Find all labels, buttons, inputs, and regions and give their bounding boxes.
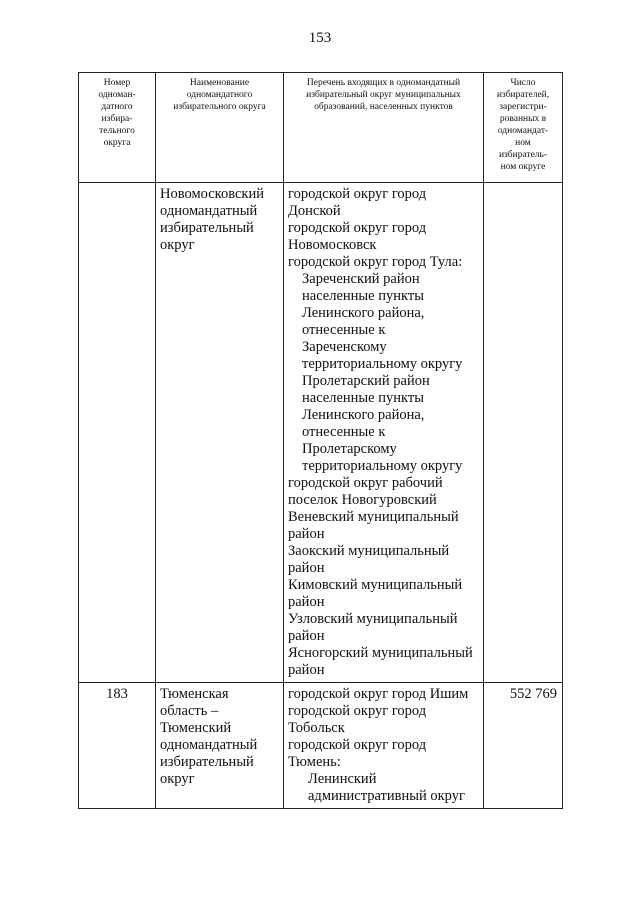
- district-name-line: избирательный: [160, 220, 254, 236]
- header-line: Перечень входящих в одномандатный: [306, 78, 461, 88]
- header-line: избирательный округ муниципальных: [306, 90, 461, 100]
- municipality-line: Зареченский район: [302, 271, 420, 287]
- district-name-line: избирательный: [160, 754, 254, 770]
- municipality-line: городской округ город Ишим: [288, 686, 469, 702]
- header-district-number: [79, 73, 156, 183]
- header-line: зарегистри-: [499, 102, 547, 112]
- district-name-line: округ: [160, 237, 195, 253]
- header-voter-count: [484, 73, 563, 183]
- header-line: датного: [101, 102, 133, 112]
- municipalities-list: [284, 183, 484, 683]
- municipality-line: Узловский муниципальный: [288, 611, 458, 627]
- municipality-line: Пролетарский район: [302, 373, 430, 389]
- municipality-line: городской округ город Тула:: [288, 254, 463, 270]
- municipality-line: территориальному округу: [302, 458, 463, 474]
- municipality-line: район: [288, 594, 325, 610]
- municipality-line: Ленинского района,: [302, 407, 425, 423]
- header-line: избиратель-: [498, 150, 548, 160]
- municipality-line: Донской: [288, 203, 341, 219]
- municipality-line: Веневский муниципальный: [288, 509, 459, 525]
- table-header-row: [79, 73, 563, 183]
- municipality-line: Ленинский: [308, 771, 377, 787]
- header-line: избирателей,: [496, 90, 550, 100]
- page-number: 153: [308, 30, 332, 46]
- municipality-line: район: [288, 662, 325, 678]
- municipality-line: поселок Новогуровский: [288, 492, 437, 508]
- municipality-line: административный округ: [308, 788, 465, 804]
- header-line: округа: [103, 138, 131, 148]
- municipality-line: Новомосковск: [288, 237, 377, 253]
- header-line: тельного: [99, 126, 135, 136]
- district-name-line: область –: [160, 703, 219, 719]
- municipality-line: Тюмень:: [288, 754, 341, 770]
- district-number: 183: [79, 683, 156, 809]
- header-line: рованных в: [499, 114, 547, 124]
- municipality-line: отнесенные к: [302, 322, 386, 338]
- district-name: [156, 183, 284, 683]
- district-name-line: Тюменская: [160, 686, 229, 702]
- municipality-line: район: [288, 628, 325, 644]
- header-line: ном округе: [500, 162, 546, 172]
- header-line: избирательного округа: [173, 102, 266, 112]
- header-line: Номер: [103, 78, 131, 88]
- header-line: ном: [515, 138, 531, 148]
- municipality-line: населенные пункты: [302, 288, 424, 304]
- municipality-line: Пролетарскому: [302, 441, 397, 457]
- table-row: [79, 683, 563, 809]
- municipality-line: городской округ рабочий: [288, 475, 443, 491]
- district-name-line: округ: [160, 771, 195, 787]
- header-line: одномандат-: [497, 126, 549, 136]
- municipality-line: отнесенные к: [302, 424, 386, 440]
- table-body: [79, 183, 563, 809]
- district-number: [79, 183, 156, 683]
- header-line: одноман-: [98, 90, 136, 100]
- header-line: образований, населенных пунктов: [314, 102, 453, 112]
- district-name-line: одномандатный: [160, 737, 258, 753]
- voter-count: [484, 183, 563, 683]
- municipality-line: район: [288, 526, 325, 542]
- municipality-line: населенные пункты: [302, 390, 424, 406]
- municipality-line: Зареченскому: [302, 339, 387, 355]
- header-line: Наименование: [189, 78, 250, 88]
- municipality-line: Ленинского района,: [302, 305, 425, 321]
- header-line: избира-: [101, 114, 133, 124]
- voter-count: 552 769: [484, 683, 563, 809]
- table-row: [79, 183, 563, 683]
- municipality-line: Ясногорский муниципальный: [288, 645, 473, 661]
- district-name-line: одномандатный: [160, 203, 258, 219]
- municipality-line: Тобольск: [288, 720, 345, 736]
- municipalities-list: [284, 683, 484, 809]
- header-line: одномандатного: [186, 90, 253, 100]
- header-municipalities-list: [284, 73, 484, 183]
- header-line: Число: [510, 78, 536, 88]
- municipality-line: территориальному округу: [302, 356, 463, 372]
- municipality-line: район: [288, 560, 325, 576]
- municipality-line: городской округ город: [288, 220, 427, 236]
- district-name-line: Тюменский: [160, 720, 232, 736]
- municipality-line: городской округ город: [288, 703, 427, 719]
- header-district-name: [156, 73, 284, 183]
- municipality-line: Заокский муниципальный: [288, 543, 450, 559]
- district-name-line: Новомосковский: [160, 186, 264, 202]
- district-name: [156, 683, 284, 809]
- municipality-line: городской округ город: [288, 186, 427, 202]
- municipality-line: городской округ город: [288, 737, 427, 753]
- electoral-districts-table: [78, 72, 563, 809]
- municipality-line: Кимовский муниципальный: [288, 577, 463, 593]
